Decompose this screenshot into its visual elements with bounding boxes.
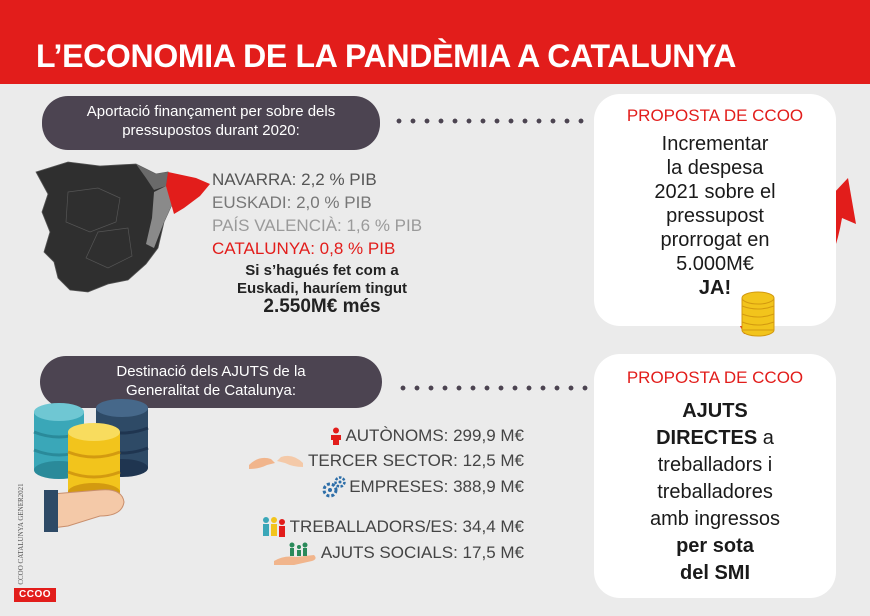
proposal-bold: del SMI [679,562,750,584]
proposal-line: 5.000M€ [676,253,754,275]
header-banner [0,0,870,84]
aid-item-label: TREBALLADORS/ES: 34,4 M€ [289,517,524,536]
gears-icon [322,476,346,498]
page-title: L’ECONOMIA DE LA PANDÈMIA A CATALUNYA [36,38,737,74]
database-coins-icon [30,398,160,536]
proposal-emphasis: JA! [698,277,732,299]
aid-pill-line1: Destinació dels AJUTS de la [116,363,306,380]
financing-pill-line1: Aportació finançament per sobre dels [86,103,336,120]
aid-item-tercer-sector [247,451,524,471]
aid-item-autonoms [330,426,524,446]
proposal-bold: AJUTS [682,400,748,422]
proposal-card-2-body [594,398,836,587]
side-credit: CCOO CATALUNYA GENER2021 [17,483,25,585]
note-amount: 2.550M€ més [263,296,381,317]
aid-item-label: EMPRESES: 388,9 M€ [349,477,524,496]
proposal-line: amb ingressos [649,508,781,530]
comparison-note [206,262,438,316]
proposal-card-1-body [594,132,836,300]
aid-item-label: AUTÒNOMS: 299,9 M€ [345,426,524,445]
workers-icon [261,516,287,538]
proposal-line: pressupost [666,205,764,227]
family-hand-icon [274,541,318,565]
proposal-text: a [757,427,774,449]
proposal-card-1 [594,94,836,326]
region-euskadi: EUSKADI: 2,0 % PIB [212,193,372,212]
proposal-line: 2021 sobre el [654,181,776,203]
aid-item-empreses [322,476,524,498]
financing-pill [42,96,380,150]
proposal-line: la despesa [666,157,764,179]
spain-map-icon [28,152,212,300]
region-financing-list [212,168,422,260]
note-line2: Euskadi, hauríem tingut [236,280,408,297]
proposal-card-2 [594,354,836,598]
proposal-line: treballadores [657,481,773,503]
ccoo-logo: CCOO [14,588,56,602]
aid-pill-line2: Generalitat de Catalunya: [125,382,297,399]
person-icon [330,427,342,445]
proposal-line: treballadors i [657,454,773,476]
proposal-bold: per sota [676,535,754,557]
note-line1: Si s’hagués fet com a [245,262,399,279]
aid-item-treballadors [261,516,524,538]
coin-stack-icon [740,284,776,338]
dotted-connector [396,385,592,391]
proposal-line: prorrogat en [660,229,770,251]
region-navarra: NAVARRA: 2,2 % PIB [212,170,377,189]
proposal-card-2-title: PROPOSTA DE CCOO [626,368,804,387]
aid-item-ajuts-socials [274,541,524,565]
proposal-line: Incrementar [661,133,769,155]
aid-item-label: TERCER SECTOR: 12,5 M€ [307,451,524,470]
financing-pill-line2: pressupostos durant 2020: [122,122,300,139]
proposal-card-1-title: PROPOSTA DE CCOO [626,106,804,125]
dotted-connector [392,118,588,124]
region-pais-valencia: PAÍS VALENCIÀ: 1,6 % PIB [212,216,423,235]
helping-hands-icon [247,451,305,471]
region-catalunya: CATALUNYA: 0,8 % PIB [212,239,396,258]
aid-item-label: AJUTS SOCIALS: 17,5 M€ [320,543,524,562]
proposal-bold: DIRECTES [656,427,758,449]
